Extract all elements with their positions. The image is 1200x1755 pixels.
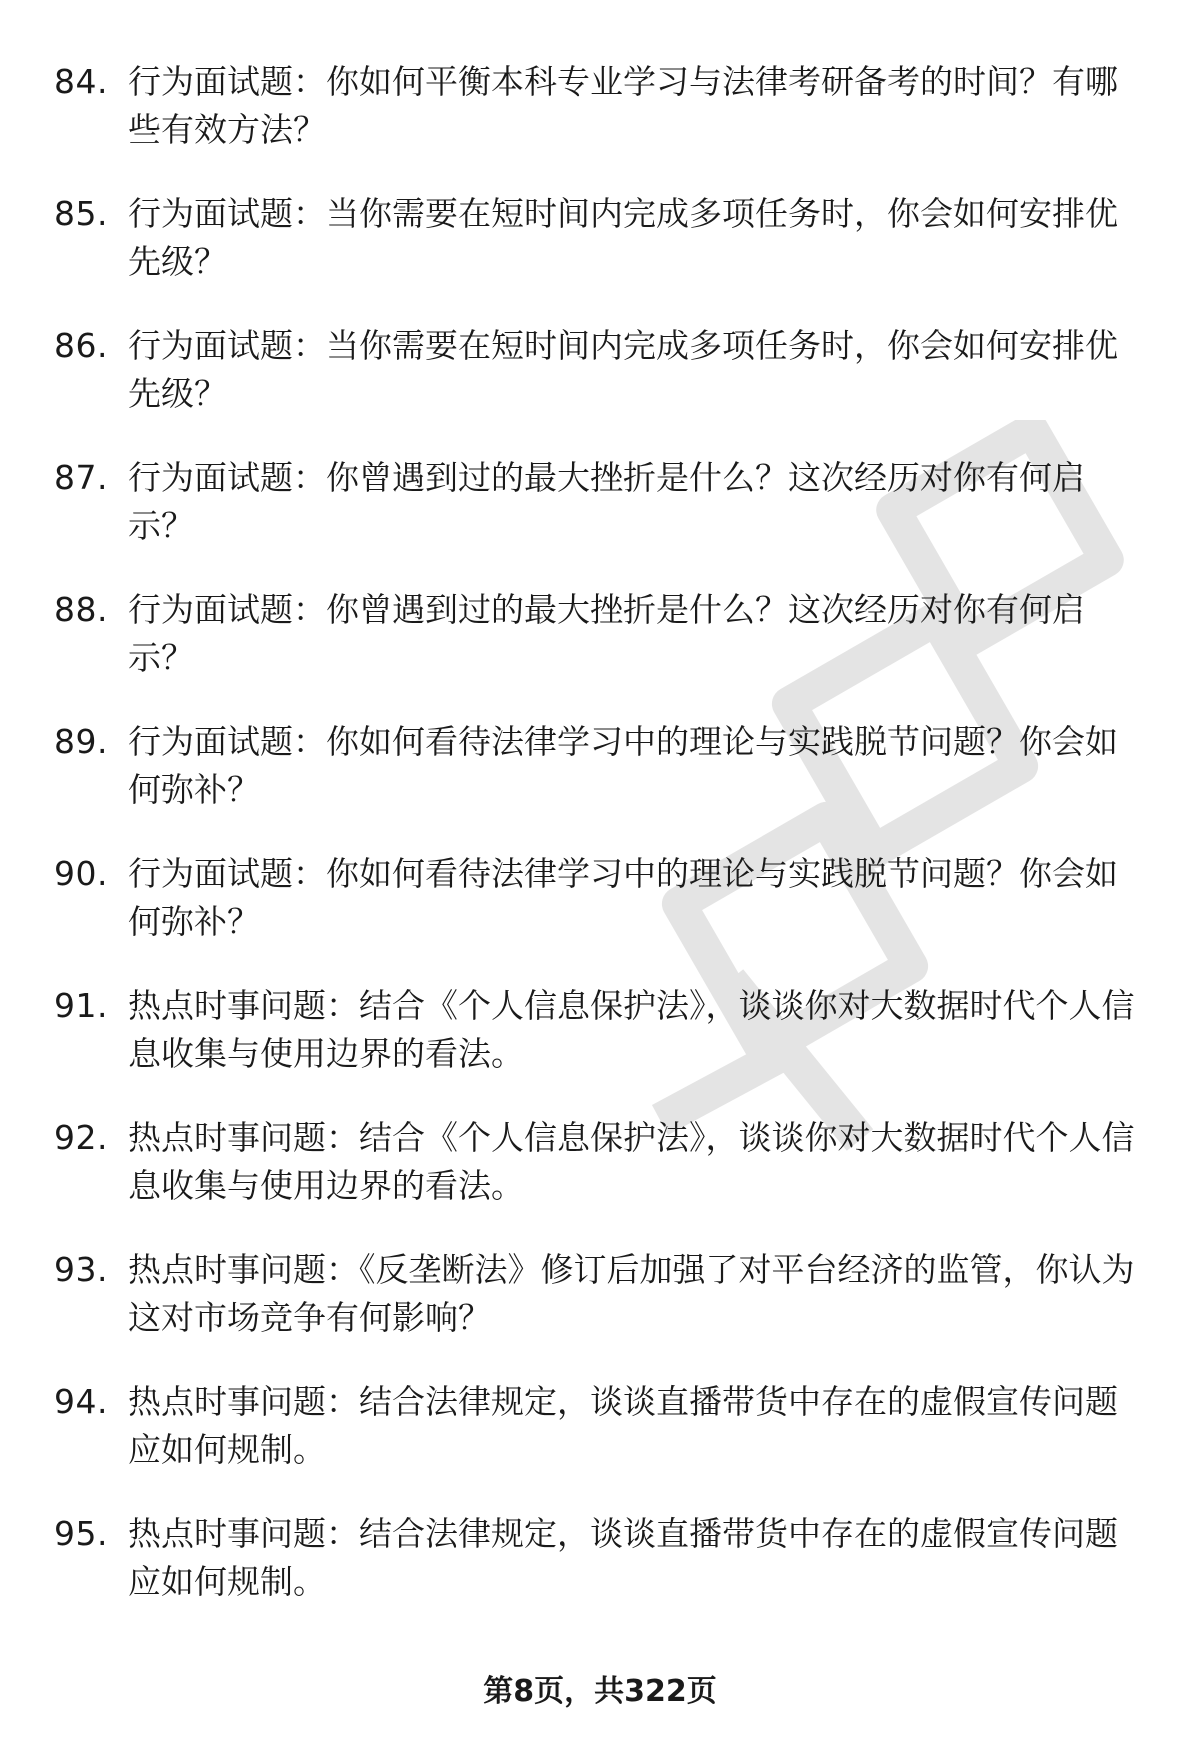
item-text: 热点时事问题：《反垄断法》修订后加强了对平台经济的监管，你认为这对市场竞争有何影响？ [128, 1250, 1135, 1337]
list-item [0, 190, 1200, 322]
item-text: 热点时事问题：结合法律规定，谈谈直播带货中存在的虚假宣传问题应如何规制。 [128, 1514, 1118, 1601]
item-text: 行为面试题：你曾遇到过的最大挫折是什么？这次经历对你有何启示？ [128, 590, 1085, 677]
item-text: 热点时事问题：结合法律规定，谈谈直播带货中存在的虚假宣传问题应如何规制。 [128, 1382, 1118, 1469]
list-item [0, 322, 1200, 454]
item-text: 行为面试题：你如何看待法律学习中的理论与实践脱节问题？你会如何弥补？ [128, 854, 1118, 941]
page-number: 第8页，共322页 [483, 1674, 717, 1709]
list-item [0, 1114, 1200, 1246]
item-text: 行为面试题：你如何平衡本科专业学习与法律考研备考的时间？有哪些有效方法？ [128, 62, 1118, 149]
list-item [0, 454, 1200, 586]
item-number: 92. [54, 1118, 108, 1157]
item-text: 行为面试题：当你需要在短时间内完成多项任务时，你会如何安排优先级？ [128, 326, 1118, 413]
item-number: 93. [54, 1250, 108, 1289]
item-text: 热点时事问题：结合《个人信息保护法》，谈谈你对大数据时代个人信息收集与使用边界的看法。 [128, 1118, 1135, 1205]
list-item [0, 982, 1200, 1114]
item-text: 行为面试题：你如何看待法律学习中的理论与实践脱节问题？你会如何弥补？ [128, 722, 1118, 809]
item-number: 86. [54, 326, 108, 365]
item-number: 89. [54, 722, 108, 761]
item-text: 行为面试题：你曾遇到过的最大挫折是什么？这次经历对你有何启示？ [128, 458, 1085, 545]
item-text: 行为面试题：当你需要在短时间内完成多项任务时，你会如何安排优先级？ [128, 194, 1118, 281]
item-number: 91. [54, 986, 108, 1025]
list-item [0, 586, 1200, 718]
list-item [0, 1510, 1200, 1642]
item-number: 84. [54, 62, 108, 101]
list-item [0, 718, 1200, 850]
item-number: 94. [54, 1382, 108, 1421]
item-number: 90. [54, 854, 108, 893]
question-list [0, 58, 1200, 1642]
item-number: 85. [54, 194, 108, 233]
list-item [0, 1378, 1200, 1510]
item-number: 95. [54, 1514, 108, 1553]
list-item [0, 1246, 1200, 1378]
list-item [0, 850, 1200, 982]
item-number: 88. [54, 590, 108, 629]
item-number: 87. [54, 458, 108, 497]
list-item [0, 58, 1200, 190]
item-text: 热点时事问题：结合《个人信息保护法》，谈谈你对大数据时代个人信息收集与使用边界的看法。 [128, 986, 1135, 1073]
